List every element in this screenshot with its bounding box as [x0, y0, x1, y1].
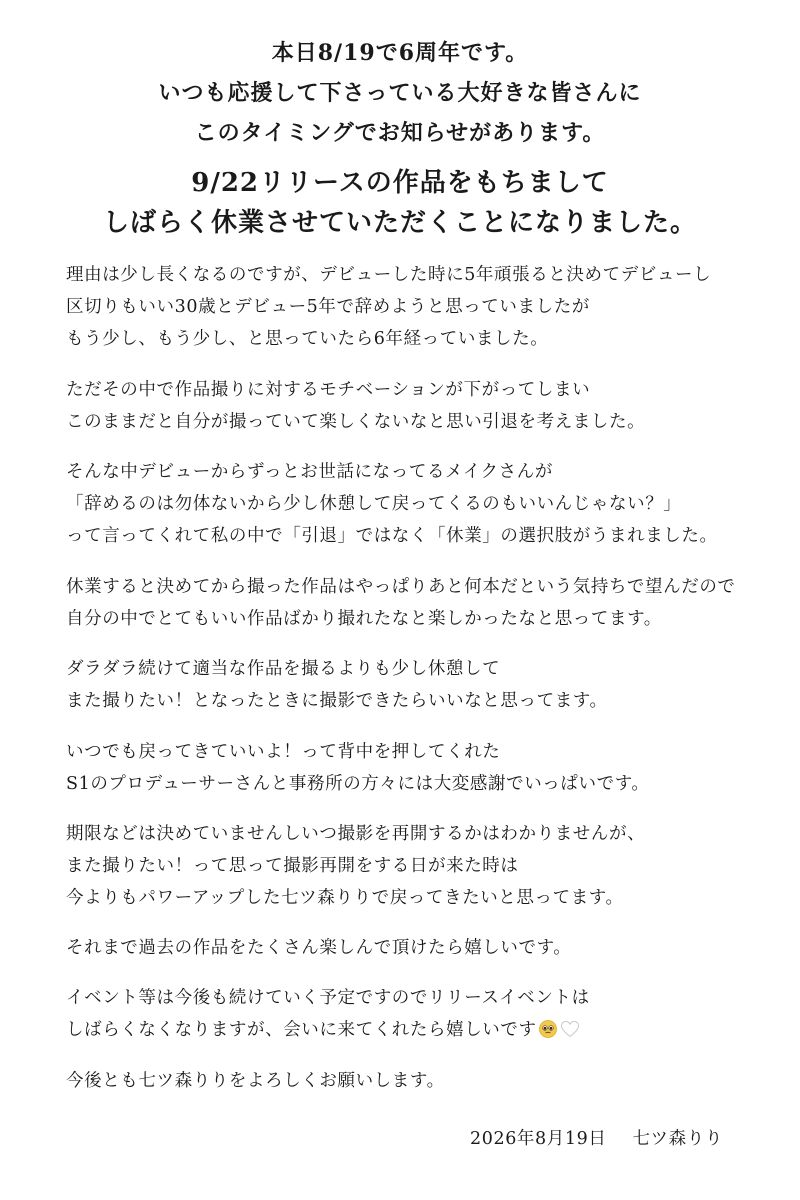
body-line-text: しばらくなくなりますが、会いに来てくれたら嬉しいです — [66, 1020, 537, 1040]
body-line: 自分の中でとてもいい作品ばかり撮れたなと楽しかったなと思ってます。 — [66, 609, 662, 629]
body-line: そんな中デビューからずっとお世話になってるメイクさんが — [66, 462, 553, 482]
body-line: それまで過去の作品をたくさん楽しんで頂けたら嬉しいです。 — [66, 938, 572, 958]
body-line: イベント等は今後も続けていく予定ですのでリリースイベントは — [66, 988, 590, 1008]
body-line: ただその中で作品撮りに対するモチベーションが下がってしまい — [66, 380, 591, 400]
closing-block — [470, 1127, 723, 1151]
intro-line-1: 本日8/19で6周年です。 — [271, 40, 529, 66]
body-line: いつでも戻ってきていいよ！って背中を押してくれた — [66, 742, 501, 762]
body-line-with-emoji — [66, 1018, 766, 1042]
body-line: って言ってくれて私の中で「引退」ではなく「休業」の選択肢がうまれました。 — [66, 526, 718, 546]
body-line: 今よりもパワーアップした七ツ森りりで戻ってきたいと思ってます。 — [66, 888, 624, 908]
announcement-line-1: 9/22リリースの作品をもちまして — [191, 168, 609, 198]
body-line: 理由は少し長くなるのですが、デビューした時に5年頑張ると決めてデビューし — [66, 265, 712, 285]
intro-line-2: いつも応援して下さっている大好きな皆さんに — [158, 80, 642, 106]
intro-line-3: このタイミングでお知らせがあります。 — [194, 120, 606, 146]
body-line: ダラダラ続けて適当な作品を撮るよりも少し休憩して — [66, 659, 501, 679]
body-line: S1のプロデューサーさんと事務所の方々には大変感謝でいっぱいです。 — [66, 774, 650, 794]
body-line: 期限などは決めていませんしいつ撮影を再開するかはわかりませんが、 — [66, 824, 646, 844]
body-line: このままだと自分が撮っていて楽しくないなと思い引退を考えました。 — [66, 412, 646, 432]
body-line: 今後とも七ツ森りりをよろしくお願いします。 — [66, 1071, 445, 1091]
body-line: 休業すると決めてから撮った作品はやっぱりあと何本だという気持ちで望んだので — [66, 577, 736, 597]
body-line: また撮りたい！って思って撮影再開をする日が来た時は — [66, 856, 519, 876]
body-line: また撮りたい！となったときに撮影できたらいいなと思ってます。 — [66, 691, 608, 711]
pleading-face-icon — [539, 1020, 557, 1038]
announcement-line-2: しばらく休業させていただくことになりました。 — [102, 208, 697, 238]
body-line: 「辞めるのは勿体ないから少し休憩して戻ってくるのもいいんじゃない？」 — [66, 494, 682, 514]
white-heart-icon — [560, 1020, 580, 1038]
body-line: 区切りもいい30歳とデビュー5年で辞めようと思っていましたが — [66, 297, 590, 317]
closing-date: 2026年8月19日 — [470, 1129, 607, 1149]
body-line: もう少し、もう少し、と思っていたら6年経っていました。 — [66, 329, 549, 349]
signature: 七ツ森りり — [632, 1129, 723, 1149]
